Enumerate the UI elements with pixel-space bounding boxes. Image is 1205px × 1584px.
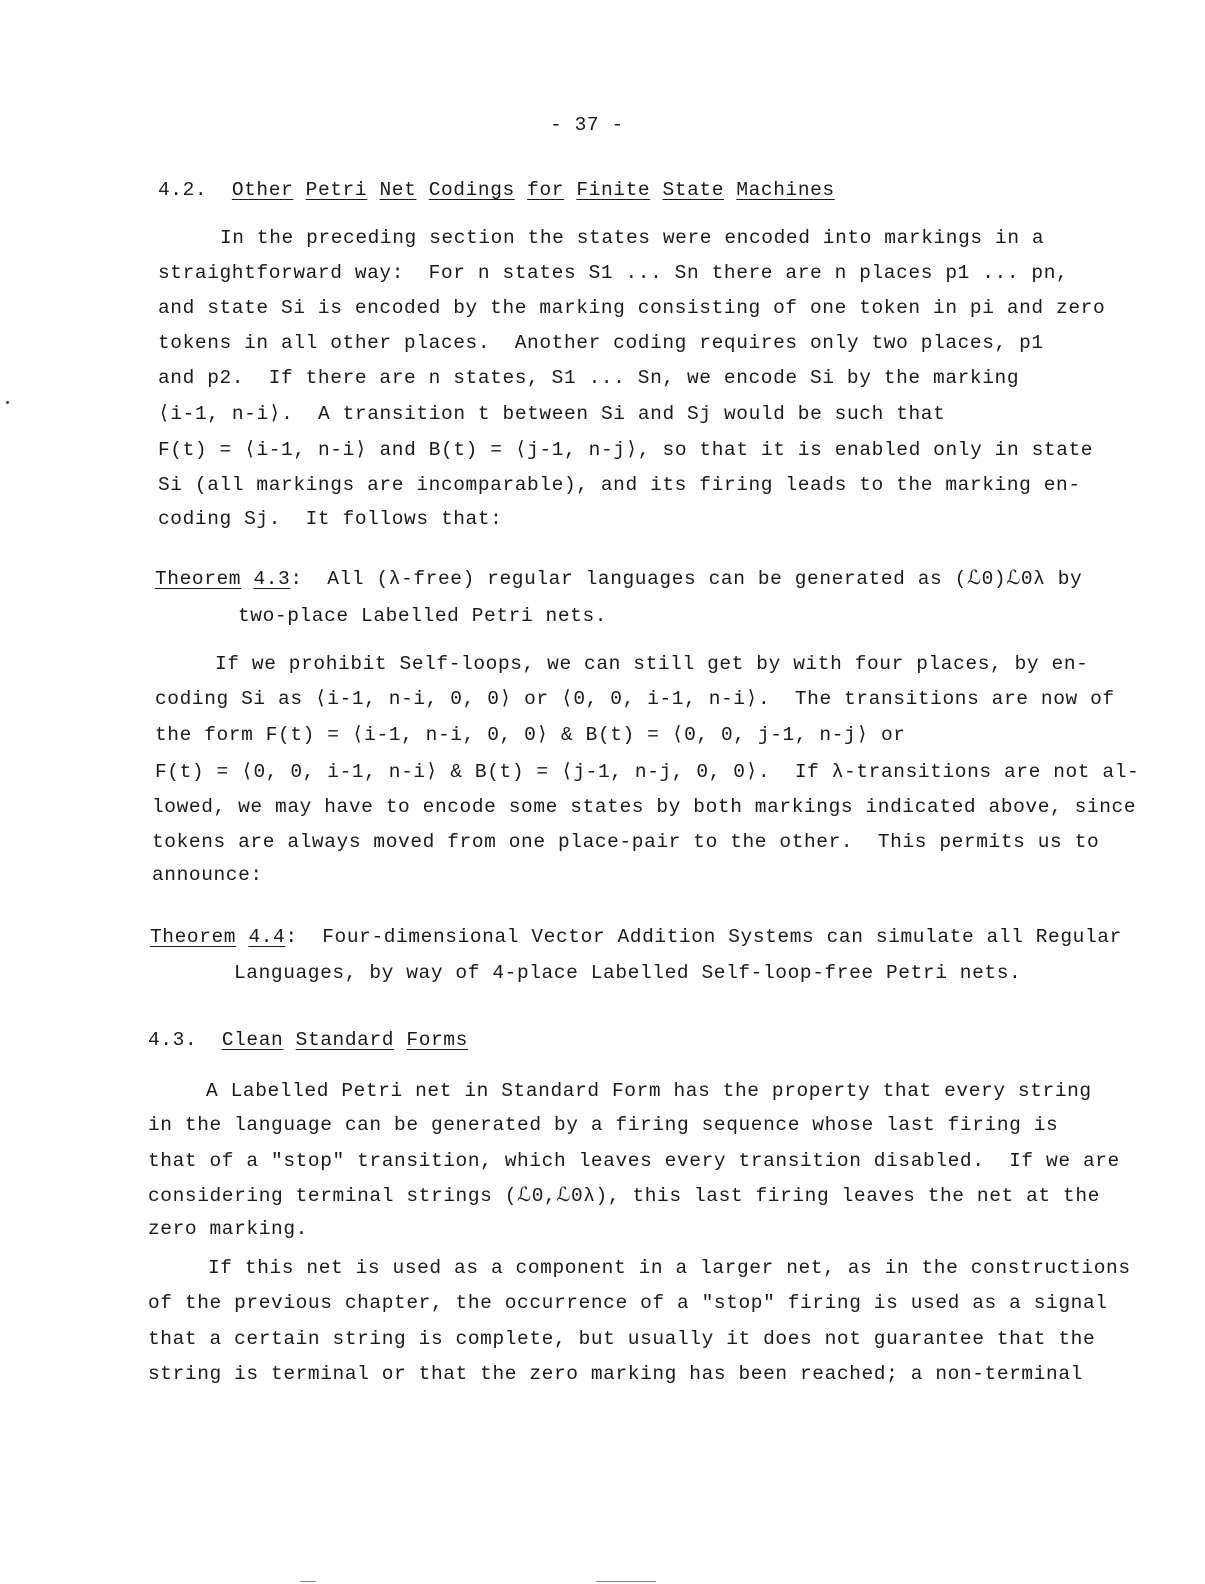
title-word: Petri [305,179,368,201]
section-number: 4.2. [158,179,208,201]
body-line: If we prohibit Self-loops, we can still get by with four places, by en- [215,653,1089,675]
theorem-label: Theorem [150,926,237,948]
theorem-text: All (λ-free) regular languages can be generated as (ℒ0)ℒ0λ by [327,568,1083,590]
theorem-text-continued: two-place Labelled Petri nets. [238,605,608,627]
title-word: Standard [295,1029,395,1051]
body-line: A Labelled Petri net in Standard Form has the property that every string [206,1080,1092,1102]
body-line: and p2. If there are n states, S1 ... Sn, we encode Si by the marking [158,367,1020,389]
body-line: F(t) = ⟨i-1, n-i⟩ and B(t) = ⟨j-1, n-j⟩, so that it is enabled only in state [158,439,1094,461]
body-line: and state Si is encoded by the marking consisting of one token in pi and zero [158,297,1106,319]
scan-mark [596,1581,656,1582]
body-line: considering terminal strings (ℒ0,ℒ0λ), this last firing leaves the net at the [148,1185,1100,1207]
section-number: 4.3. [148,1029,198,1051]
body-line: that a certain string is complete, but usually it does not guarantee that the [148,1328,1096,1350]
title-word: Finite [576,179,651,201]
theorem-text: Four-dimensional Vector Addition Systems can simulate all Regular [322,926,1122,948]
section-4-3-heading [148,1031,468,1051]
body-line: If this net is used as a component in a larger net, as in the constructions [208,1257,1131,1279]
title-word: State [662,179,724,201]
body-line: coding Si as ⟨i-1, n-i, 0, 0⟩ or ⟨0, 0, i-1, n-i⟩. The transitions are now of [155,688,1115,710]
theorem-4-4: Theorem 4.4: Four-dimensional Vector Addition Systems can simulate all Regular [150,926,1122,948]
theorem-text-continued: Languages, by way of 4-place Labelled Self-loop-free Petri nets. [234,962,1022,984]
body-line: F(t) = ⟨0, 0, i-1, n-i⟩ & B(t) = ⟨j-1, n-j, 0, 0⟩. If λ-transitions are not al- [155,761,1140,783]
body-line: ⟨i-1, n-i⟩. A transition t between Si and Sj would be such that [158,403,946,425]
body-line: tokens in all other places. Another coding requires only two places, p1 [158,332,1044,354]
body-line: the form F(t) = ⟨i-1, n-i, 0, 0⟩ & B(t) = ⟨0, 0, j-1, n-j⟩ or [155,724,906,746]
body-line: of the previous chapter, the occurrence of a "stop" firing is used as a signal [148,1292,1108,1314]
theorem-number: 4.3 [253,568,291,590]
body-line: in the language can be generated by a firing sequence whose last firing is [148,1114,1059,1136]
title-word: Clean [221,1029,284,1051]
body-line: coding Sj. It follows that: [158,508,503,530]
scan-speck [6,401,9,404]
body-line: tokens are always moved from one place-pair to the other. This permits us to [152,831,1100,853]
title-word: for [527,179,565,201]
title-word: Net [379,179,417,201]
theorem-number: 4.4 [248,926,286,948]
section-4-2-heading [158,181,835,201]
body-line: lowed, we may have to encode some states by both markings indicated above, since [152,796,1137,818]
body-line: string is terminal or that the zero marking has been reached; a non-terminal [148,1363,1083,1385]
body-line: that of a "stop" transition, which leaves every transition disabled. If we are [148,1150,1120,1172]
body-line: zero marking. [148,1218,308,1240]
page-number: - 37 - [550,114,624,136]
body-line: announce: [152,864,263,886]
theorem-label: Theorem [155,568,242,590]
body-line: straightforward way: For n states S1 ... Sn there are n places p1 ... pn, [158,262,1069,284]
body-line: Si (all markings are incomparable), and its firing leads to the marking en- [158,474,1081,496]
title-word: Machines [736,179,835,201]
body-line: In the preceding section the states were encoded into markings in a [220,227,1045,249]
title-word: Other [231,179,294,201]
title-word: Codings [428,179,515,201]
theorem-4-3: Theorem 4.3: All (λ-free) regular languages can be generated as (ℒ0)ℒ0λ by [155,568,1083,590]
title-word: Forms [406,1029,468,1051]
scan-mark [300,1581,316,1582]
